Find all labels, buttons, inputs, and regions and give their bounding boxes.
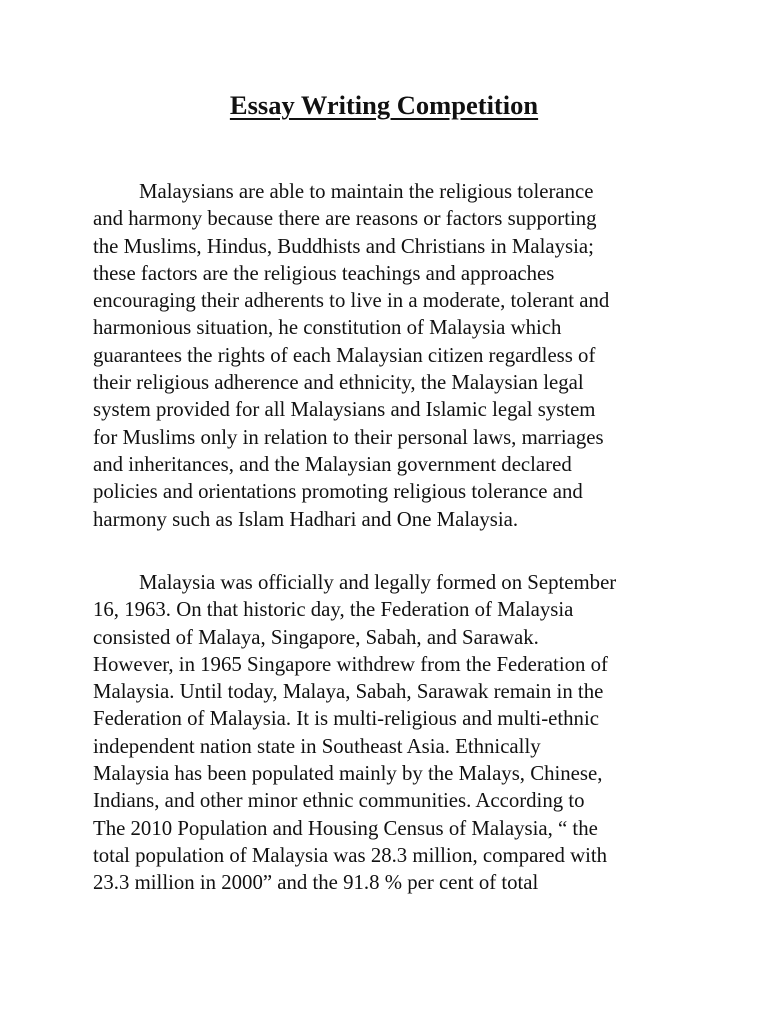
text-line: encouraging their adherents to live in a moderate, tolerant and bbox=[93, 289, 610, 313]
text-line: Malaysia has been populated mainly by the Malays, Chinese, bbox=[93, 762, 603, 786]
text-line: guarantees the rights of each Malaysian citizen regardless of bbox=[93, 343, 596, 367]
document-title: Essay Writing Competition bbox=[229, 90, 539, 120]
text-line: and harmony because there are reasons or factors supporting bbox=[93, 207, 597, 231]
text-line: Federation of Malaysia. It is multi-religious and multi-ethnic bbox=[93, 707, 599, 731]
text-line: The 2010 Population and Housing Census of Malaysia, “ the bbox=[93, 816, 598, 840]
text-line: independent nation state in Southeast Asia. Ethnically bbox=[93, 734, 541, 758]
text-line: the Muslims, Hindus, Buddhists and Christians in Malaysia; bbox=[93, 234, 594, 258]
text-line: their religious adherence and ethnicity, the Malaysian legal bbox=[93, 371, 584, 395]
essay-paragraph-2 bbox=[93, 569, 616, 897]
text-line: 16, 1963. On that historic day, the Federation of Malaysia bbox=[93, 598, 574, 622]
text-line: consisted of Malaya, Singapore, Sabah, and Sarawak. bbox=[93, 625, 539, 649]
text-line: 23.3 million in 2000” and the 91.8 % per cent of total bbox=[93, 871, 539, 895]
text-line: harmony such as Islam Hadhari and One Malaysia. bbox=[93, 507, 519, 531]
text-line: Indians, and other minor ethnic communities. According to bbox=[93, 789, 585, 813]
text-line: and inheritances, and the Malaysian government declared bbox=[93, 452, 572, 476]
text-line: Malaysians are able to maintain the religious tolerance bbox=[139, 180, 594, 203]
text-line: system provided for all Malaysians and Islamic legal system bbox=[93, 398, 596, 422]
text-line: Malaysia was officially and legally formed on September bbox=[139, 571, 617, 594]
essay-paragraph-1 bbox=[93, 178, 609, 533]
text-line: Malaysia. Until today, Malaya, Sabah, Sarawak remain in the bbox=[93, 680, 604, 704]
text-line: policies and orientations promoting religious tolerance and bbox=[93, 480, 583, 504]
text-line: for Muslims only in relation to their personal laws, marriages bbox=[93, 425, 604, 449]
text-line: total population of Malaysia was 28.3 million, compared with bbox=[93, 843, 608, 867]
text-line: harmonious situation, he constitution of Malaysia which bbox=[93, 316, 562, 340]
text-line: these factors are the religious teachings and approaches bbox=[93, 261, 555, 285]
text-line: However, in 1965 Singapore withdrew from the Federation of bbox=[93, 652, 608, 676]
